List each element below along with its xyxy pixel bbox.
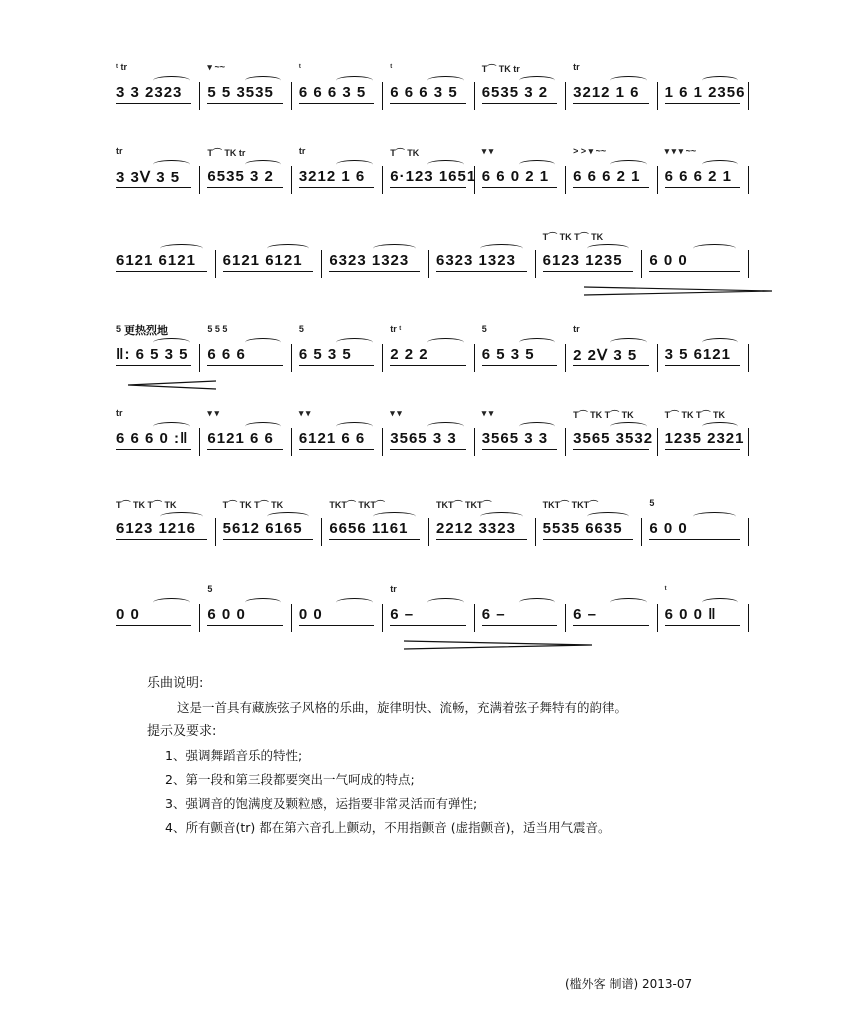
ornament-marks: ▾ ▾ [298, 408, 311, 418]
beam-line [665, 103, 740, 104]
crescendo-hairpin [126, 380, 326, 390]
slur-arc [336, 598, 373, 607]
note-group: 6323 1323 [329, 252, 410, 269]
slur-arc [245, 338, 282, 347]
ornament-marks: tr [298, 146, 306, 156]
note-group: 3565 3 3 [390, 430, 457, 447]
ornament-marks: ▾ ▾ [390, 408, 402, 418]
slur-arc [702, 76, 739, 85]
slur-arc [427, 598, 464, 607]
slur-arc [267, 512, 310, 521]
note-group: 6 0 0 ‖ [664, 606, 717, 623]
bar-line [382, 344, 383, 372]
bar-line [428, 250, 429, 278]
ornament-marks: T⌒ TK T⌒ TK [664, 410, 726, 420]
measure [112, 494, 219, 554]
slur-arc [519, 76, 556, 85]
bar-line [291, 166, 292, 194]
measure [661, 142, 752, 202]
measure [539, 494, 646, 554]
beam-line [299, 365, 374, 366]
slur-arc [610, 76, 647, 85]
tip-item-3: 3、强调音的饱满度及颗粒感，运指要非常灵活而有弹性; [165, 796, 478, 811]
measure [203, 58, 294, 118]
ornament-marks: 5 [207, 584, 213, 594]
note-group: 6 6 6 0 :‖ [116, 430, 189, 447]
bar-line [748, 604, 749, 632]
slur-arc [267, 244, 310, 253]
ornament-marks: tr ᵗ [390, 324, 402, 334]
ornament-marks: 5 [298, 324, 304, 334]
beam-line [116, 187, 191, 188]
slur-arc [153, 338, 190, 347]
measure [478, 58, 569, 118]
measure [112, 226, 219, 286]
beam-line [299, 625, 374, 626]
note-group: 3565 3 3 [481, 430, 549, 447]
bar-line [657, 604, 658, 632]
beam-line [299, 103, 374, 104]
ornament-marks: ▾ ▾ [481, 408, 494, 418]
score-row [112, 58, 752, 118]
measure [203, 580, 294, 640]
note-group: 3565 3532 [573, 430, 654, 447]
slur-arc [519, 422, 556, 431]
note-group: 6121 6 6 [207, 430, 274, 447]
bar-line [748, 428, 749, 456]
note-group: 6656 1161 [329, 520, 409, 537]
note-group: 6 – [481, 606, 506, 623]
measure [325, 494, 432, 554]
beam-line [390, 449, 465, 450]
note-group: 5 5 3535 [207, 84, 274, 101]
beam-line [482, 449, 557, 450]
tip-item-2: 2、第一段和第三段都要突出一气呵成的特点; [165, 772, 415, 787]
note-group: 1 6 1 2356 [664, 84, 746, 101]
notes-heading: 乐曲说明: [147, 676, 204, 691]
beam-line [482, 103, 557, 104]
slur-arc [519, 338, 556, 347]
ornament-marks: T⌒ TK T⌒ TK [116, 500, 177, 510]
measure [539, 226, 646, 286]
bar-line [641, 518, 642, 546]
slur-arc [245, 598, 282, 607]
beam-line [329, 539, 420, 540]
note-group: 6 5 3 5 [481, 346, 535, 363]
bar-line [215, 518, 216, 546]
score-row [112, 226, 752, 286]
bar-line [474, 82, 475, 110]
measure [386, 142, 477, 202]
beam-line [223, 539, 314, 540]
bar-line [291, 428, 292, 456]
bar-line [565, 166, 566, 194]
note-group: 6 6 6 2 1 [664, 168, 732, 185]
measure [112, 142, 203, 202]
measure [203, 404, 294, 464]
note-group: 6 6 6 3 5 [298, 84, 367, 101]
tips-heading: 提示及要求: [147, 724, 217, 739]
note-group: 1235 2321 [664, 430, 745, 447]
beam-line [390, 103, 465, 104]
note-group: 6123 1216 [116, 520, 196, 537]
tip-item-1: 1、强调舞蹈音乐的特性; [165, 748, 303, 763]
score-row [112, 142, 752, 202]
notes-description: 这是一首具有藏族弦子风格的乐曲，旋律明快、流畅，充满着弦子舞特有的韵律。 [177, 700, 628, 715]
measure [569, 404, 660, 464]
slur-arc [336, 160, 373, 169]
ornament-marks: ▾ ▾ [207, 408, 219, 418]
beam-line [207, 103, 282, 104]
measure [478, 142, 569, 202]
crescendo-hairpin [402, 640, 602, 650]
slur-arc [427, 76, 464, 85]
beam-line [543, 539, 634, 540]
measure [432, 494, 539, 554]
beam-line [482, 187, 557, 188]
beam-line [207, 187, 282, 188]
bar-line [291, 344, 292, 372]
ornament-marks: tr [573, 62, 580, 72]
beam-line [116, 103, 191, 104]
slur-arc [153, 76, 190, 85]
measure [661, 58, 752, 118]
note-group: 6 6 6 [207, 346, 246, 363]
ornament-marks: ᵗ [664, 584, 667, 594]
note-group: 6121 6121 [222, 252, 303, 269]
bar-line [215, 250, 216, 278]
slur-arc [702, 598, 739, 607]
score-row [112, 404, 752, 464]
beam-line [207, 365, 282, 366]
bar-line [382, 428, 383, 456]
beam-line [390, 187, 465, 188]
beam-line [665, 625, 740, 626]
measure [386, 404, 477, 464]
crescendo-hairpin [582, 286, 782, 296]
measure [295, 58, 386, 118]
beam-line [390, 365, 465, 366]
beam-line [329, 271, 420, 272]
measure [478, 320, 569, 380]
measure [386, 58, 477, 118]
ornament-marks: > > ▾ ~~ [573, 146, 607, 156]
beam-line [116, 365, 191, 366]
measure [661, 580, 752, 640]
slur-arc [519, 160, 556, 169]
measure [325, 226, 432, 286]
bar-line [291, 82, 292, 110]
measure [661, 320, 752, 380]
measure [219, 226, 326, 286]
slur-arc [610, 338, 647, 347]
note-group: 2 2ᐯ 3 5 [573, 347, 638, 364]
measure [203, 142, 294, 202]
bar-line [474, 344, 475, 372]
bar-line [657, 428, 658, 456]
bar-line [657, 166, 658, 194]
measure [386, 580, 477, 640]
measure [432, 226, 539, 286]
note-group: 3212 1 6 [573, 84, 640, 101]
bar-line [535, 518, 536, 546]
score-row [112, 580, 752, 640]
slur-arc [480, 512, 523, 521]
measure [203, 320, 294, 380]
slur-arc [336, 338, 373, 347]
beam-line [436, 271, 527, 272]
measure [645, 494, 752, 554]
note-group: 3 3ᐯ 3 5 [116, 169, 181, 186]
measure [661, 404, 752, 464]
beam-line [649, 539, 740, 540]
ornament-marks: TKT⌒ TKT⌒ [329, 500, 385, 510]
bar-line [474, 428, 475, 456]
slur-arc [693, 512, 736, 521]
ornament-marks: 5 5 5 [207, 324, 228, 334]
note-group: 6 6 6 2 1 [573, 168, 641, 185]
bar-line [321, 518, 322, 546]
slur-arc [480, 244, 523, 253]
ornament-marks: ᵗ [390, 62, 393, 72]
beam-line [573, 449, 648, 450]
ornament-marks: T⌒ TK T⌒ TK [542, 232, 604, 242]
bar-line [565, 604, 566, 632]
slur-arc [427, 160, 464, 169]
bar-line [565, 344, 566, 372]
slur-arc [702, 160, 739, 169]
beam-line [573, 365, 648, 366]
note-group: 5612 6165 [222, 520, 303, 537]
measure [569, 580, 660, 640]
note-group: 6 0 0 [207, 606, 246, 623]
measure [295, 580, 386, 640]
note-group: 6 0 0 [649, 252, 688, 269]
note-group: 3 5 6121 [664, 346, 731, 363]
beam-line [299, 449, 374, 450]
measure [569, 142, 660, 202]
measure [478, 404, 569, 464]
bar-line [199, 166, 200, 194]
ornament-marks: TKT⌒ TKT⌒ [436, 500, 492, 510]
measure [569, 320, 660, 380]
ornament-marks: tr [116, 408, 123, 418]
slur-arc [373, 244, 416, 253]
measure [219, 494, 326, 554]
tip-item-4: 4、所有颤音(tr) 都在第六音孔上颤动，不用指颤音 (虚指颤音)，适当用气震音。 [165, 820, 611, 835]
beam-line [543, 271, 634, 272]
beam-line [390, 625, 465, 626]
note-group: 6·123 1651 [390, 168, 477, 185]
score-row [112, 320, 752, 380]
score-row [112, 494, 752, 554]
beam-line [649, 271, 740, 272]
note-group: 0 0 [298, 606, 323, 623]
slur-arc [245, 76, 282, 85]
ornament-marks: ᵗ [298, 62, 301, 72]
bar-line [382, 604, 383, 632]
slur-arc [153, 422, 190, 431]
note-group: 5535 6635 [542, 520, 623, 537]
beam-line [665, 187, 740, 188]
ornament-marks: T⌒ TK tr [207, 148, 246, 158]
ornament-marks: tr [390, 584, 397, 594]
tempo-marking: 更热烈地 [124, 325, 168, 337]
beam-line [573, 187, 648, 188]
beam-line [207, 625, 282, 626]
slur-arc [610, 160, 647, 169]
note-group: 6 – [390, 606, 415, 623]
bar-line [535, 250, 536, 278]
beam-line [482, 365, 557, 366]
slur-arc [702, 422, 739, 431]
ornament-marks: T⌒ TK T⌒ TK [222, 500, 284, 510]
ornament-marks: ▾ ▾ [481, 146, 494, 156]
ornament-marks: T⌒ TK T⌒ TK [573, 410, 634, 420]
note-group: 6535 3 2 [481, 84, 549, 101]
ornament-marks: T⌒ TK [390, 148, 420, 158]
slur-arc [610, 598, 647, 607]
ornament-marks: ᵗ tr [116, 62, 127, 72]
measure [112, 58, 203, 118]
beam-line [299, 187, 374, 188]
bar-line [565, 428, 566, 456]
bar-line [199, 428, 200, 456]
bar-line [428, 518, 429, 546]
bar-line [474, 604, 475, 632]
slur-arc [519, 598, 556, 607]
bar-line [748, 518, 749, 546]
slur-arc [373, 512, 416, 521]
note-group: 6323 1323 [436, 252, 516, 269]
beam-line [116, 625, 191, 626]
bar-line [657, 344, 658, 372]
beam-line [223, 271, 314, 272]
measure [295, 320, 386, 380]
measure [295, 142, 386, 202]
slur-arc [160, 512, 203, 521]
note-group: 6 6 6 3 5 [390, 84, 458, 101]
bar-line [199, 344, 200, 372]
beam-line [573, 625, 648, 626]
bar-line [199, 604, 200, 632]
bar-line [748, 166, 749, 194]
measure [478, 580, 569, 640]
ornament-marks: TKT⌒ TKT⌒ [542, 500, 599, 510]
beam-line [116, 449, 191, 450]
measure [112, 404, 203, 464]
bar-line [565, 82, 566, 110]
slur-arc [153, 160, 190, 169]
note-group: 2212 3323 [436, 520, 516, 537]
bar-line [199, 82, 200, 110]
slur-arc [427, 422, 464, 431]
measure [645, 226, 752, 286]
slur-arc [702, 338, 739, 347]
note-group: ‖: 6 5 3 5 [116, 346, 189, 363]
beam-line [116, 539, 207, 540]
ornament-marks: tr [573, 324, 580, 334]
note-group: 3212 1 6 [298, 168, 366, 185]
credit-line: (槛外客 制谱) 2013-07 [565, 977, 693, 991]
ornament-marks: T⌒ TK tr [481, 64, 520, 74]
beam-line [665, 365, 740, 366]
ornament-marks: 5 [116, 324, 122, 334]
slur-arc [587, 244, 630, 253]
slur-arc [427, 338, 464, 347]
bar-line [748, 344, 749, 372]
note-group: 2 2 2 [390, 346, 429, 363]
slur-arc [153, 598, 190, 607]
note-group: 6123 1235 [542, 252, 623, 269]
measure [295, 404, 386, 464]
bar-line [748, 82, 749, 110]
ornament-marks: 5 [649, 498, 655, 508]
note-group: 3 3 2323 [116, 84, 183, 101]
slur-arc [693, 244, 736, 253]
ornament-marks: ▾ ~~ [207, 62, 225, 72]
bar-line [382, 82, 383, 110]
bar-line [291, 604, 292, 632]
slur-arc [587, 512, 630, 521]
note-group: 6121 6121 [116, 252, 196, 269]
measure [112, 580, 203, 640]
slur-arc [160, 244, 203, 253]
slur-arc [245, 422, 282, 431]
bar-line [657, 82, 658, 110]
piece-notes [147, 672, 787, 840]
beam-line [436, 539, 527, 540]
bar-line [382, 166, 383, 194]
beam-line [573, 103, 648, 104]
bar-line [641, 250, 642, 278]
note-group: 6121 6 6 [298, 430, 366, 447]
note-group: 6 0 0 [649, 520, 688, 537]
measure [386, 320, 477, 380]
note-group: 6 – [573, 606, 597, 623]
note-group: 0 0 [116, 606, 140, 623]
bar-line [321, 250, 322, 278]
beam-line [116, 271, 207, 272]
beam-line [665, 449, 740, 450]
ornament-marks: ▾ ▾ ▾ ~~ [664, 146, 697, 156]
note-group: 6 5 3 5 [298, 346, 352, 363]
note-group: 6535 3 2 [207, 168, 274, 185]
note-group: 6 6 0 2 1 [481, 168, 550, 185]
bar-line [474, 166, 475, 194]
ornament-marks: 5 [481, 324, 487, 334]
slur-arc [610, 422, 647, 431]
slur-arc [336, 76, 373, 85]
measure [569, 58, 660, 118]
slur-arc [245, 160, 282, 169]
beam-line [482, 625, 557, 626]
slur-arc [336, 422, 373, 431]
ornament-marks: tr [116, 146, 123, 156]
bar-line [748, 250, 749, 278]
beam-line [207, 449, 282, 450]
